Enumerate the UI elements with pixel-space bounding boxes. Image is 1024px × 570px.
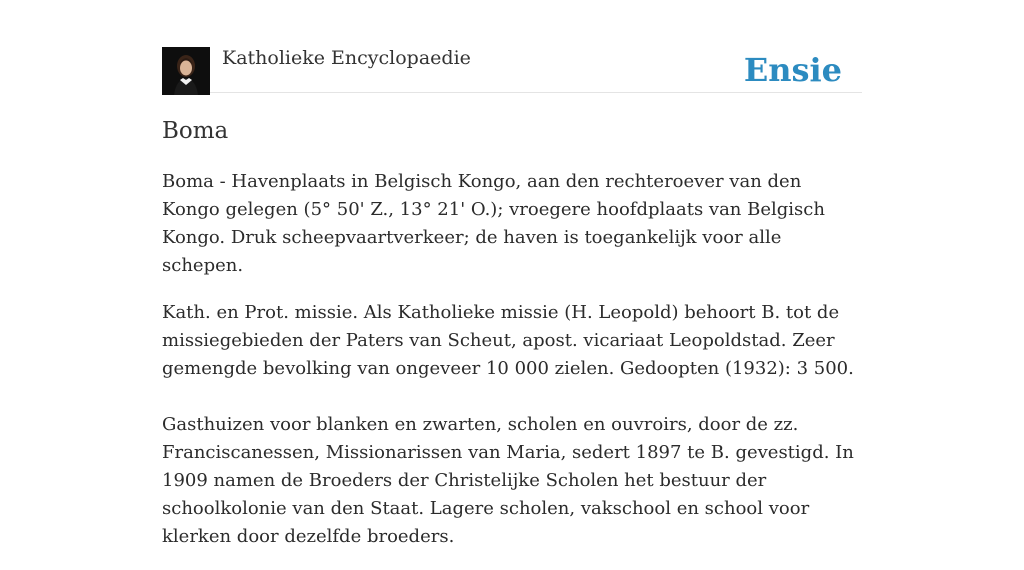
source-name[interactable]: Katholieke Encyclopaedie <box>222 47 471 69</box>
article-paragraph: Kath. en Prot. missie. Als Katholieke missie (H. Leopold) behoort B. tot de missiegebieden der Paters van Scheut, apost. vicariaat Leopoldstad. Zeer gemengde bevolking van ongeveer 10 000 zielen. Gedoopten (1932): 3 500. <box>162 302 854 379</box>
article-paragraph: Gasthuizen voor blanken en zwarten, scholen en ouvroirs, door de zz. Franciscanessen, Missionarissen van Maria, sedert 1897 te B. gevestigd. In 1909 namen de Broeders der Christelijke Scholen het bestuur der schoolkolonie van den Staat. Lagere scholen, vakschool en school voor klerken door dezelfde broeders. <box>162 414 854 547</box>
article-paragraph: Boma - Havenplaats in Belgisch Kongo, aan den rechteroever van den Kongo gelegen (5° 50' Z., 13° 21' O.); vroegere hoofdplaats van Belgisch Kongo. Druk scheepvaartverkeer; de haven is toegankelijk voor alle schepen. <box>162 171 825 276</box>
author-avatar-icon[interactable] <box>162 47 210 95</box>
article-body <box>162 168 862 570</box>
site-header <box>162 46 862 93</box>
page-title: Boma <box>162 118 229 144</box>
brand-logo[interactable]: Ensie <box>743 51 842 89</box>
